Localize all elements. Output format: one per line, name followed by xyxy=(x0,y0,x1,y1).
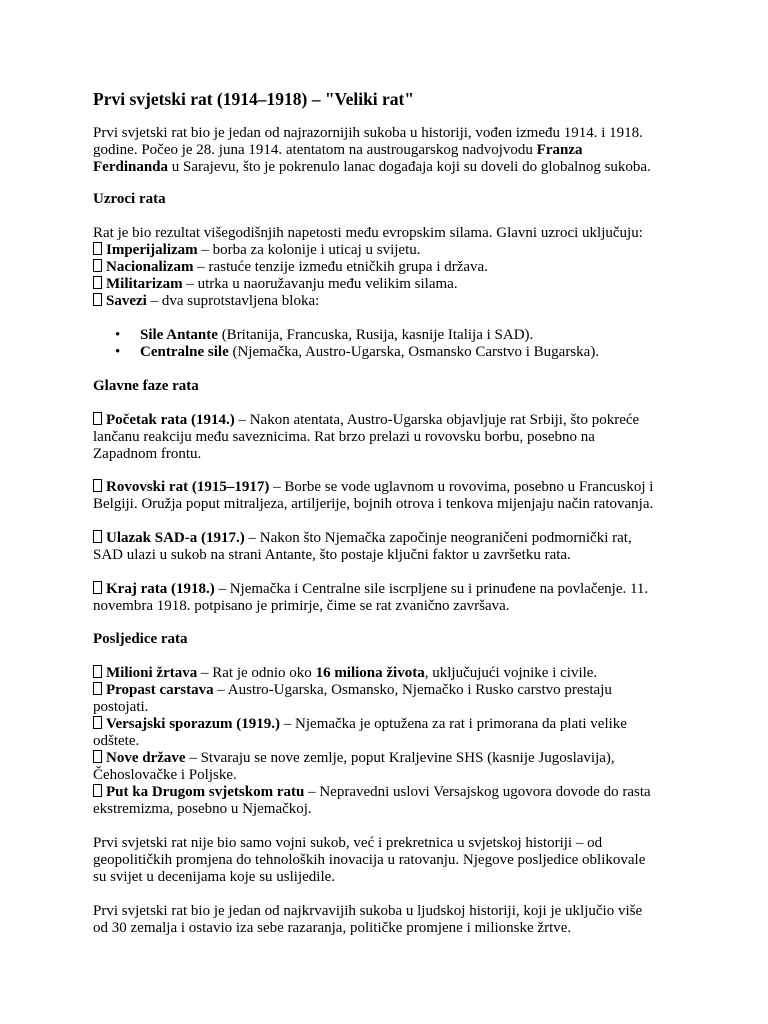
alliances-list xyxy=(93,327,599,361)
missing-glyph-box-icon xyxy=(93,750,102,763)
closing-paragraph xyxy=(93,903,683,937)
bullet-icon: • xyxy=(115,327,121,343)
missing-glyph-box-icon xyxy=(93,784,102,797)
text-line: godine. Počeo je 28. juna 1914. atentatom na austrougarskog nadvojvodu Franza xyxy=(93,142,583,158)
text-line: Prvi svjetski rat bio je jedan od najkrvavijih sukoba u ljudskoj historiji, koji je uključio više xyxy=(93,903,643,919)
missing-glyph-box-icon xyxy=(93,665,102,678)
consequences-paragraph xyxy=(93,665,683,818)
missing-glyph-box-icon xyxy=(93,530,102,543)
cause-item: Imperijalizam – borba za kolonije i uticaj u svijetu. xyxy=(93,242,683,259)
missing-glyph-box-icon xyxy=(93,293,102,306)
phase-paragraph xyxy=(93,479,683,513)
bold-term: Franza xyxy=(536,142,583,158)
section-heading-causes: Uzroci rata xyxy=(93,191,166,207)
section-heading-consequences: Posljedice rata xyxy=(93,631,188,647)
text-line: geopolitičkih promjena do tehnoloških inovacija u ratovanju. Njegove posljedice oblikovale xyxy=(93,852,646,868)
text-line: Rat je bio rezultat višegodišnjih napetosti među evropskim silama. Glavni uzroci uključuju: xyxy=(93,225,643,241)
text-line: su svijet u decenijama koje su uslijedile. xyxy=(93,869,336,885)
text-line: odštete. xyxy=(93,733,140,749)
consequence-item: Versajski sporazum (1919.) – Njemačka je optužena za rat i primorana da plati velike xyxy=(93,716,683,733)
missing-glyph-box-icon xyxy=(93,716,102,729)
missing-glyph-box-icon xyxy=(93,242,102,255)
text-line: Zapadnom frontu. xyxy=(93,446,202,462)
missing-glyph-box-icon xyxy=(93,259,102,272)
missing-glyph-box-icon xyxy=(93,276,102,289)
cause-item: Nacionalizam – rastuće tenzije između etničkih grupa i država. xyxy=(93,259,683,276)
bullet-icon: • xyxy=(115,344,121,360)
text-line: Rovovski rat (1915–1917) – Borbe se vode uglavnom u rovovima, posebno u Francuskoj i xyxy=(93,479,683,496)
text-line: SAD ulazi u sukob na strani Antante, što postaje ključni faktor u završetku rata. xyxy=(93,547,571,563)
causes-paragraph xyxy=(93,225,683,310)
consequence-item: Nove države – Stvaraju se nove zemlje, poput Kraljevine SHS (kasnije Jugoslavija), xyxy=(93,750,683,767)
text-line: od 30 zemalja i ostavio iza sebe razaranja, političke promjene i milionske žrtve. xyxy=(93,920,572,936)
phase-paragraph xyxy=(93,412,683,463)
cause-item: Militarizam – utrka u naoružavanju među velikim silama. xyxy=(93,276,683,293)
section-heading-phases: Glavne faze rata xyxy=(93,378,199,394)
text-line: Kraj rata (1918.) – Njemačka i Centralne sile iscrpljene su i prinuđene na povlačenje. 11. xyxy=(93,581,683,598)
text-line: Čehoslovačke i Poljske. xyxy=(93,767,237,783)
bold-term: Ferdinanda xyxy=(93,159,169,175)
consequence-item: Milioni žrtava – Rat je odnio oko 16 miliona života, uključujući vojnike i civile. xyxy=(93,665,683,682)
consequence-item: Put ka Drugom svjetskom ratu – Nepravedni uslovi Versajskog ugovora dovode do rasta xyxy=(93,784,683,801)
text-line: lančanu reakciju među saveznicima. Rat brzo prelazi u rovovsku borbu, posebno na xyxy=(93,429,595,445)
phase-paragraph xyxy=(93,581,683,615)
text-line: Prvi svjetski rat nije bio samo vojni sukob, već i prekretnica u svjetskoj historiji – od xyxy=(93,835,603,851)
text-line: novembra 1918. potpisano je primirje, čime se rat zvanično završava. xyxy=(93,598,510,614)
text-line: Belgiji. Oružja poput mitraljeza, artiljerije, bojnih otrova i tenkova mijenjaju način ratovanja. xyxy=(93,496,654,512)
text-line: ekstremizma, posebno u Njemačkoj. xyxy=(93,801,312,817)
text-line: Prvi svjetski rat bio je jedan od najrazornijih sukoba u historiji, vođen između 1914. i 1918. xyxy=(93,125,643,141)
text-line: Ferdinanda u Sarajevu, što je pokrenulo lanac događaja koji su doveli do globalnog sukoba. xyxy=(93,159,651,175)
closing-paragraph xyxy=(93,835,683,886)
cause-item: Savezi – dva suprotstavljena bloka: xyxy=(93,293,683,310)
document-title: Prvi svjetski rat (1914–1918) – "Veliki rat" xyxy=(93,89,415,109)
text-line: postojati. xyxy=(93,699,149,715)
missing-glyph-box-icon xyxy=(93,479,102,492)
phase-paragraph xyxy=(93,530,683,564)
list-item: • Centralne sile (Njemačka, Austro-Ugarska, Osmansko Carstvo i Bugarska). xyxy=(115,344,600,360)
consequence-item: Propast carstava – Austro-Ugarska, Osmansko, Njemačko i Rusko carstvo prestaju xyxy=(93,682,683,699)
missing-glyph-box-icon xyxy=(93,682,102,695)
missing-glyph-box-icon xyxy=(93,412,102,425)
intro-paragraph xyxy=(93,125,683,176)
text-line: Početak rata (1914.) – Nakon atentata, Austro-Ugarska objavljuje rat Srbiji, što pokreće xyxy=(93,412,683,429)
missing-glyph-box-icon xyxy=(93,581,102,594)
text-line: Ulazak SAD-a (1917.) – Nakon što Njemačka započinje neograničeni podmornički rat, xyxy=(93,530,683,547)
list-item: • Sile Antante (Britanija, Francuska, Rusija, kasnije Italija i SAD). xyxy=(115,327,534,343)
